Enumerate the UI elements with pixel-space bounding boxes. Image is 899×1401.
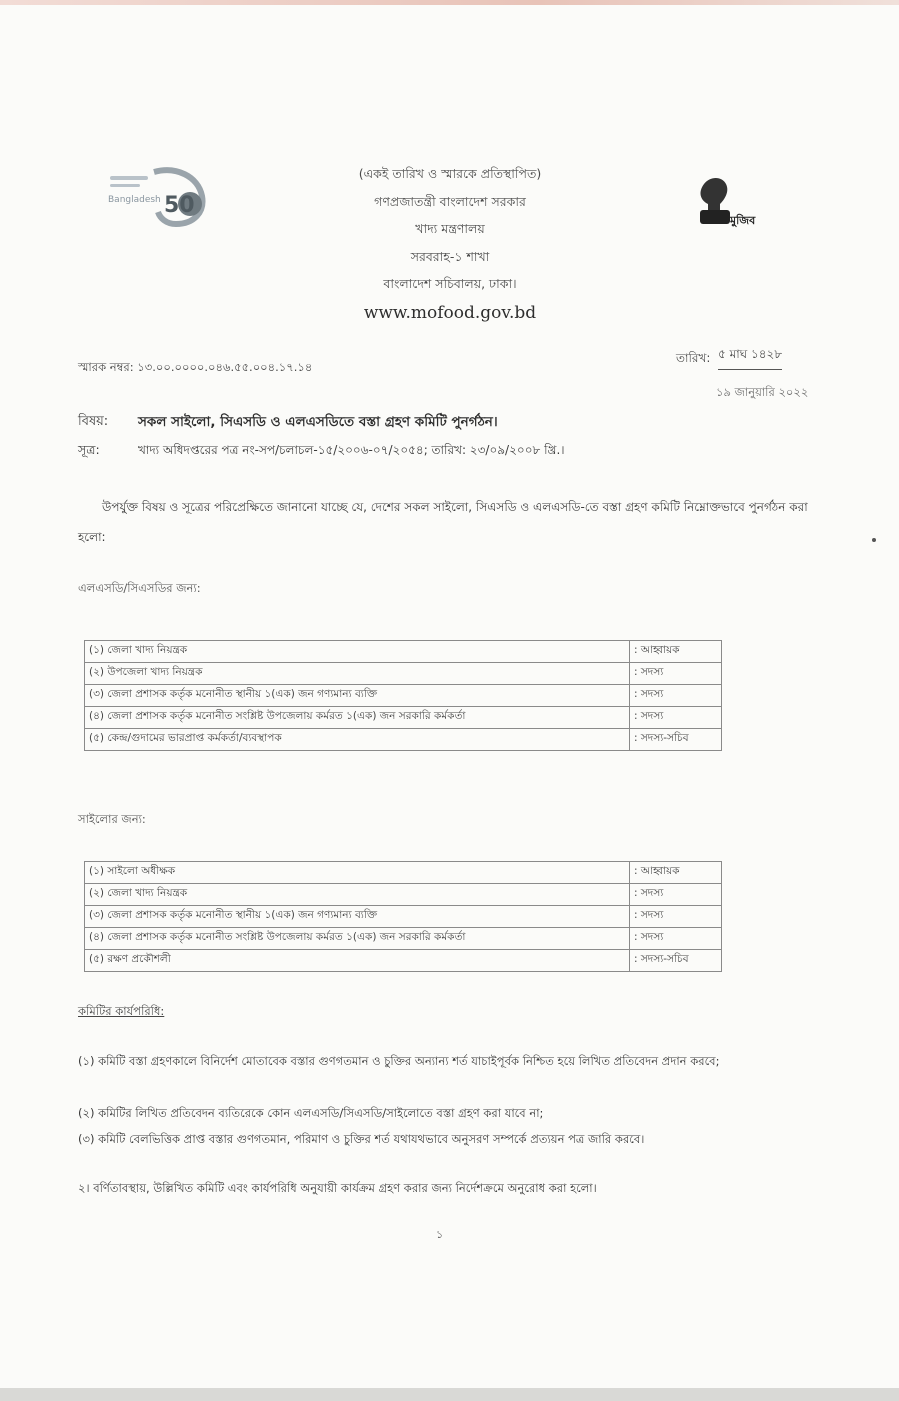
mujib-borsho-logo (106, 166, 210, 228)
header-line-1: (একই তারিখ ও স্মারকে প্রতিস্থাপিত) (358, 166, 542, 181)
table-row (85, 950, 722, 972)
page-number: ১ (436, 1228, 444, 1241)
member-cell: (৫) রক্ষণ প্রকৌশলী (85, 950, 630, 972)
table-row (85, 884, 722, 906)
role-cell: : আহ্বায়ক (630, 641, 722, 663)
subject-text: সকল সাইলো, সিএসডি ও এলএসডিতে বস্তা গ্রহণ কমিটি পুনর্গঠন। (138, 414, 498, 430)
header-line-5: বাংলাদেশ সচিবালয়, ঢাকা। (383, 276, 517, 291)
member-cell: (১) জেলা খাদ্য নিয়ন্ত্রক (85, 641, 630, 663)
memo-number (78, 359, 312, 378)
role-cell: : সদস্য (630, 707, 722, 729)
header-line-4: সরবরাহ-১ শাখা (410, 248, 490, 264)
role-cell: : সদস্য (630, 884, 722, 906)
date-bangla: ৫ মাঘ ১৪২৮ (718, 346, 782, 370)
table-row (85, 641, 722, 663)
table-row (85, 928, 722, 950)
table-row (85, 707, 722, 729)
member-cell: (৪) জেলা প্রশাসক কর্তৃক মনোনীত সংশ্লিষ্ট উপজেলায় কর্মরত ১(এক) জন সরকারি কর্মকর্তা (85, 707, 630, 729)
table-row (85, 663, 722, 685)
karjaparidhi-item-1: (১) কমিটি বস্তা গ্রহণকালে বিনির্দেশ মোতাবেক বস্তার গুণগতমান ও চুক্তির অন্যান্য শর্ত যাচাইপূর্বক নিশ্চিত হয়ে লিখিত প্রতিবেদন প্রদান করবে; (78, 1054, 720, 1068)
role-cell: : সদস্য (630, 663, 722, 685)
subject-label: বিষয়: (78, 414, 109, 429)
final-paragraph: ২। বর্ণিতাবস্থায়, উল্লিখিত কমিটি এবং কার্যপরিধি অনুযায়ী কার্যক্রম গ্রহণ করার জন্য নির্দেশক্রমে অনুরোধ করা হলো। (78, 1181, 597, 1195)
role-cell: : সদস্য (630, 685, 722, 707)
memo-value: ১৩.০০.০০০০.০৪৬.৫৫.০০৪.১৭.১৪ (137, 360, 313, 374)
letterhead (270, 160, 630, 328)
logo-left-number: 50 (164, 193, 195, 218)
reference-label: সূত্র: (78, 442, 100, 457)
date-english: ১৯ জানুয়ারি ২০২২ (716, 385, 809, 399)
table-row (85, 729, 722, 751)
header-line-3: খাদ্য মন্ত্রণালয় (415, 221, 485, 236)
member-cell: (৩) জেলা প্রশাসক কর্তৃক মনোনীত স্থানীয় ১(এক) জন গণ্যমান্য ব্যক্তি (85, 906, 630, 928)
lsd-csd-label: এলএসডি/সিএসডির জন্য: (78, 581, 201, 595)
karjaparidhi-item-3: (৩) কমিটি বেলভিত্তিক প্রাপ্ত বস্তার গুণগতমান, পরিমাণ ও চুক্তির শর্ত যথাযথভাবে অনুসরণ সম্পর্কে প্রত্যয়ন পত্র জারি করবে। (78, 1132, 645, 1146)
member-cell: (৪) জেলা প্রশাসক কর্তৃক মনোনীত সংশ্লিষ্ট উপজেলায় কর্মরত ১(এক) জন সরকারি কর্মকর্তা (85, 928, 630, 950)
table-row (85, 685, 722, 707)
member-cell: (১) সাইলো অধীক্ষক (85, 862, 630, 884)
mujib-portrait-logo (690, 174, 764, 230)
member-cell: (২) উপজেলা খাদ্য নিয়ন্ত্রক (85, 663, 630, 685)
date-label: তারিখ: (676, 351, 711, 365)
role-cell: : সদস্য-সচিব (630, 950, 722, 972)
karjaparidhi-label: কমিটির কার্যপরিধি: (78, 1004, 165, 1018)
header-line-2: গণপ্রজাতন্ত্রী বাংলাদেশ সরকার (374, 193, 526, 209)
lsd-csd-committee-table (84, 640, 722, 751)
karjaparidhi-item-2: (২) কমিটির লিখিত প্রতিবেদন ব্যতিরেকে কোন এলএসডি/সিএসডি/সাইলোতে বস্তা গ্রহণ করা যাবে না; (78, 1106, 544, 1120)
logo-right-text: মুজিব (730, 214, 756, 227)
memo-label: স্মারক নম্বর: (78, 360, 134, 374)
role-cell: : সদস্য (630, 928, 722, 950)
top-edge (0, 0, 899, 5)
table-row (85, 906, 722, 928)
role-cell: : সদস্য (630, 906, 722, 928)
member-cell: (২) জেলা খাদ্য নিয়ন্ত্রক (85, 884, 630, 906)
member-cell: (৩) জেলা প্রশাসক কর্তৃক মনোনীত স্থানীয় ১(এক) জন গণ্যমান্য ব্যক্তি (85, 685, 630, 707)
reference-text: খাদ্য অধিদপ্তরের পত্র নং-সপ/চলাচল-১৫/২০০৬-০৭/২০৫৪; তারিখ: ২৩/০৯/২০০৮ খ্রি.। (138, 443, 565, 457)
website-link[interactable]: www.mofood.gov.bd (363, 302, 537, 323)
role-cell: : সদস্য-সচিব (630, 729, 722, 751)
role-cell: : আহ্বায়ক (630, 862, 722, 884)
logo-left-text: Bangladesh (108, 195, 161, 205)
bottom-edge (0, 1388, 899, 1401)
table-row (85, 862, 722, 884)
silo-committee-table (84, 861, 722, 972)
member-cell: (৫) কেন্দ্র/গুদামের ভারপ্রাপ্ত কর্মকর্তা/ব্যবস্থাপক (85, 729, 630, 751)
silo-label: সাইলোর জন্য: (78, 812, 146, 826)
intro-paragraph: উপর্যুক্ত বিষয় ও সূত্রের পরিপ্রেক্ষিতে জানানো যাচ্ছে যে, দেশের সকল সাইলো, সিএসডি ও এলএসডি-তে বস্তা গ্রহণ কমিটি নিম্নোক্তভাবে পুনর্গঠন করা হলো: (78, 500, 808, 544)
scan-speck (872, 538, 876, 542)
